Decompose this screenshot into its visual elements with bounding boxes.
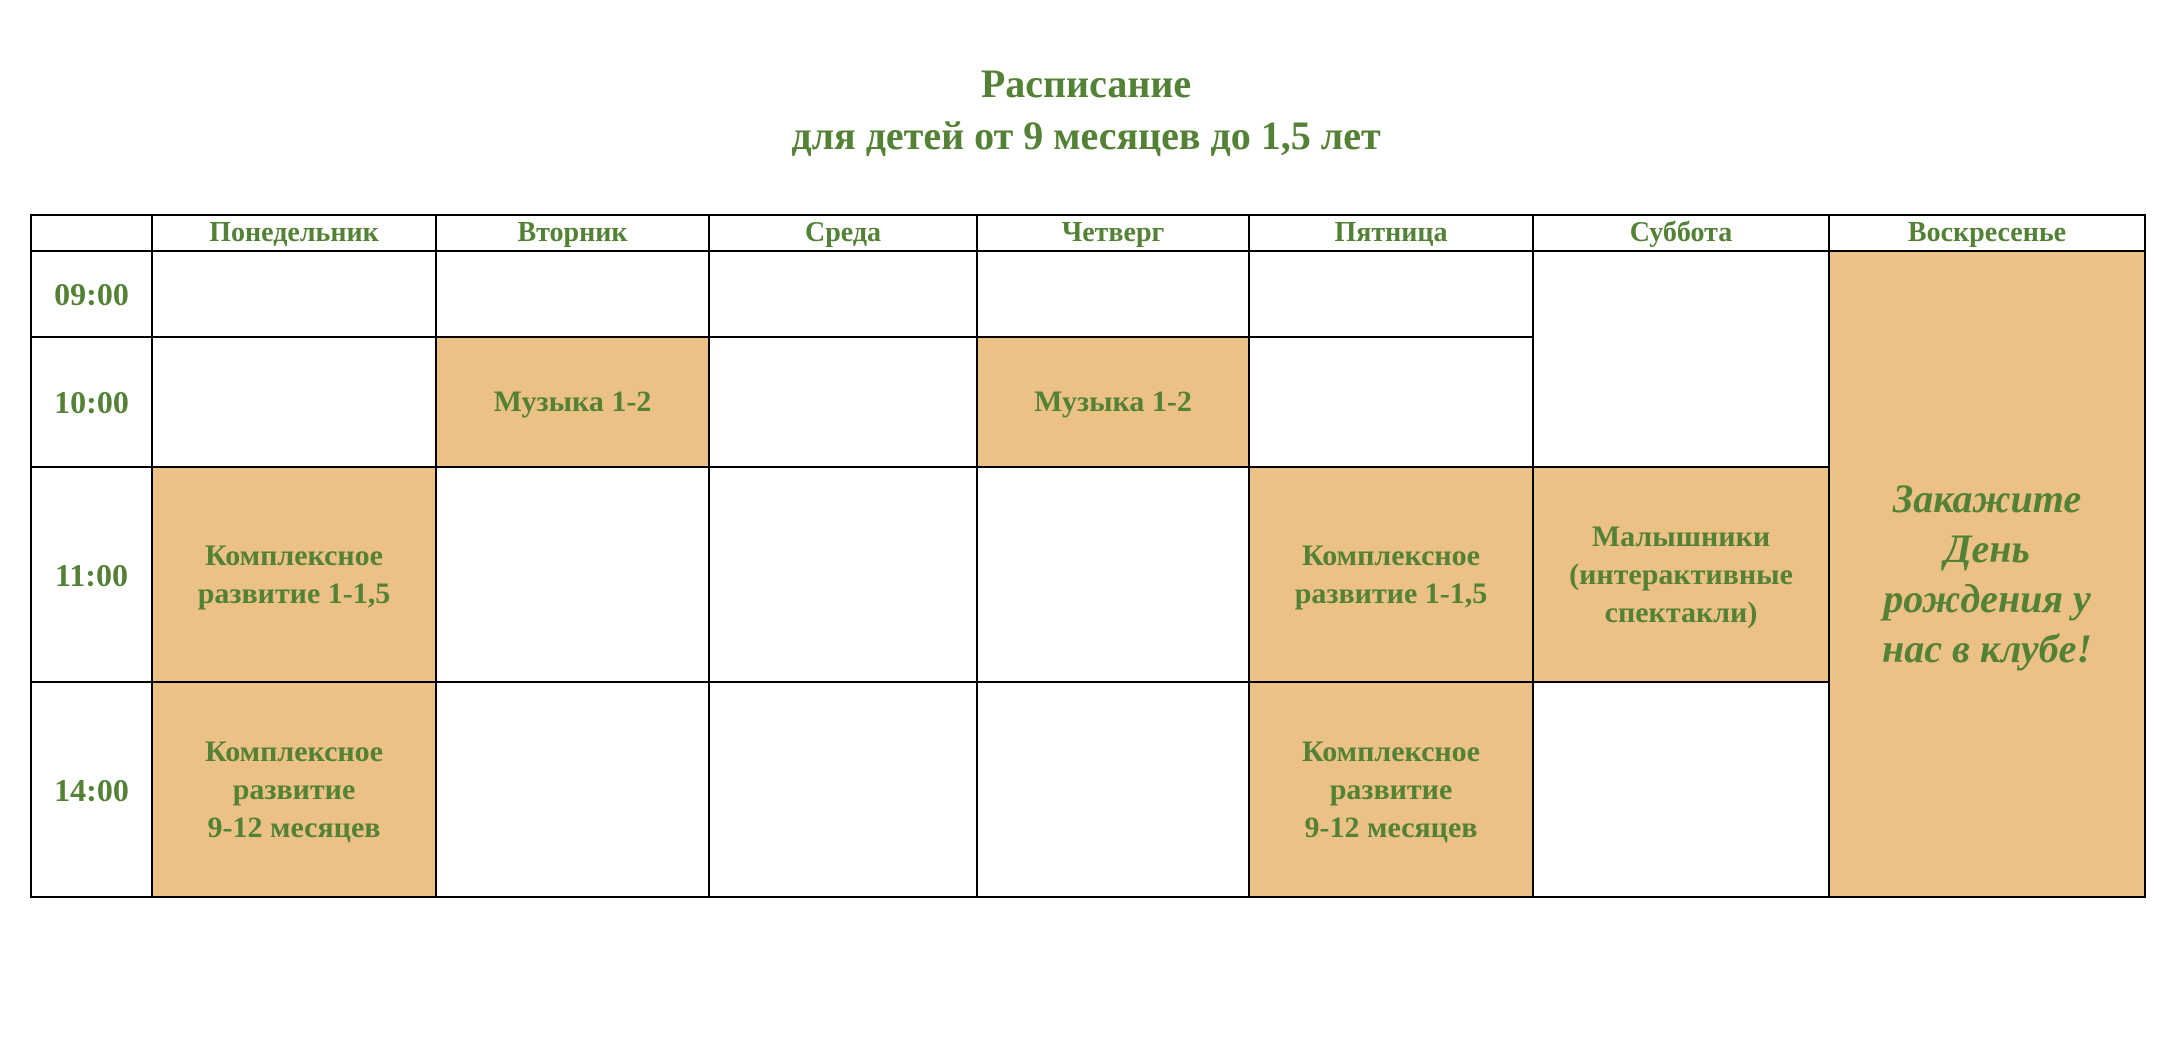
time-label-1400: 14:00 xyxy=(31,682,152,897)
class-cell-sat-malyshniki xyxy=(1533,467,1829,682)
class-text-line: Комплексное xyxy=(1301,538,1480,572)
day-header-friday: Пятница xyxy=(1249,215,1533,251)
class-text-line: развитие xyxy=(232,772,356,806)
time-row-1100 xyxy=(31,467,2145,682)
cell-mon-0900 xyxy=(152,251,436,337)
time-row-1400 xyxy=(31,682,2145,897)
cell-wed-1100 xyxy=(709,467,977,682)
cell-mon-1000 xyxy=(152,337,436,467)
class-text-line: Комплексное xyxy=(204,538,383,572)
class-cell-tue-music: Музыка 1-2 xyxy=(436,337,709,467)
promo-line-4: нас в клубе! xyxy=(1882,626,2092,671)
day-header-saturday: Суббота xyxy=(1533,215,1829,251)
time-label-1000: 10:00 xyxy=(31,337,152,467)
class-text-line: 9-12 месяцев xyxy=(207,810,381,844)
class-text-line: Малышники xyxy=(1591,519,1771,553)
class-text-line: Комплексное xyxy=(204,734,383,768)
title-line-2: для детей от 9 месяцев до 1,5 лет xyxy=(791,113,1381,158)
class-text-line: развитие 1-1,5 xyxy=(197,576,391,610)
time-row-0900 xyxy=(31,251,2145,337)
class-text-line: развитие 1-1,5 xyxy=(1294,576,1488,610)
promo-line-1: Закажите xyxy=(1892,476,2082,521)
title-line-1: Расписание xyxy=(980,61,1192,106)
header-corner xyxy=(31,215,152,251)
day-header-tuesday: Вторник xyxy=(436,215,709,251)
promo-line-3: рождения у xyxy=(1883,576,2091,621)
cell-tue-1100 xyxy=(436,467,709,682)
sunday-birthday-promo xyxy=(1829,251,2145,897)
class-cell-thu-music: Музыка 1-2 xyxy=(977,337,1249,467)
cell-thu-1400 xyxy=(977,682,1249,897)
day-header-thursday: Четверг xyxy=(977,215,1249,251)
promo-line-2: День xyxy=(1944,526,2030,571)
cell-wed-1400 xyxy=(709,682,977,897)
class-text-line: 9-12 месяцев xyxy=(1304,810,1478,844)
cell-tue-1400 xyxy=(436,682,709,897)
day-header-monday: Понедельник xyxy=(152,215,436,251)
cell-wed-0900 xyxy=(709,251,977,337)
class-cell-mon-complex-1-15 xyxy=(152,467,436,682)
class-cell-fri-complex-9-12 xyxy=(1249,682,1533,897)
cell-sat-1400 xyxy=(1533,682,1829,897)
cell-tue-0900 xyxy=(436,251,709,337)
class-cell-mon-complex-9-12 xyxy=(152,682,436,897)
day-header-sunday: Воскресенье xyxy=(1829,215,2145,251)
cell-wed-1000 xyxy=(709,337,977,467)
cell-fri-1000 xyxy=(1249,337,1533,467)
time-label-0900: 09:00 xyxy=(31,251,152,337)
cell-fri-0900 xyxy=(1249,251,1533,337)
time-label-1100: 11:00 xyxy=(31,467,152,682)
cell-thu-0900 xyxy=(977,251,1249,337)
header-row xyxy=(31,215,2145,251)
day-header-wednesday: Среда xyxy=(709,215,977,251)
cell-sat-0900-1000 xyxy=(1533,251,1829,467)
class-text-line: развитие xyxy=(1329,772,1453,806)
class-cell-fri-complex-1-15 xyxy=(1249,467,1533,682)
class-text-line: (интерактивные xyxy=(1569,557,1793,591)
schedule-table xyxy=(30,214,2146,898)
schedule-title xyxy=(0,58,2172,162)
class-text-line: спектакли) xyxy=(1604,595,1758,629)
cell-thu-1100 xyxy=(977,467,1249,682)
class-text-line: Комплексное xyxy=(1301,734,1480,768)
